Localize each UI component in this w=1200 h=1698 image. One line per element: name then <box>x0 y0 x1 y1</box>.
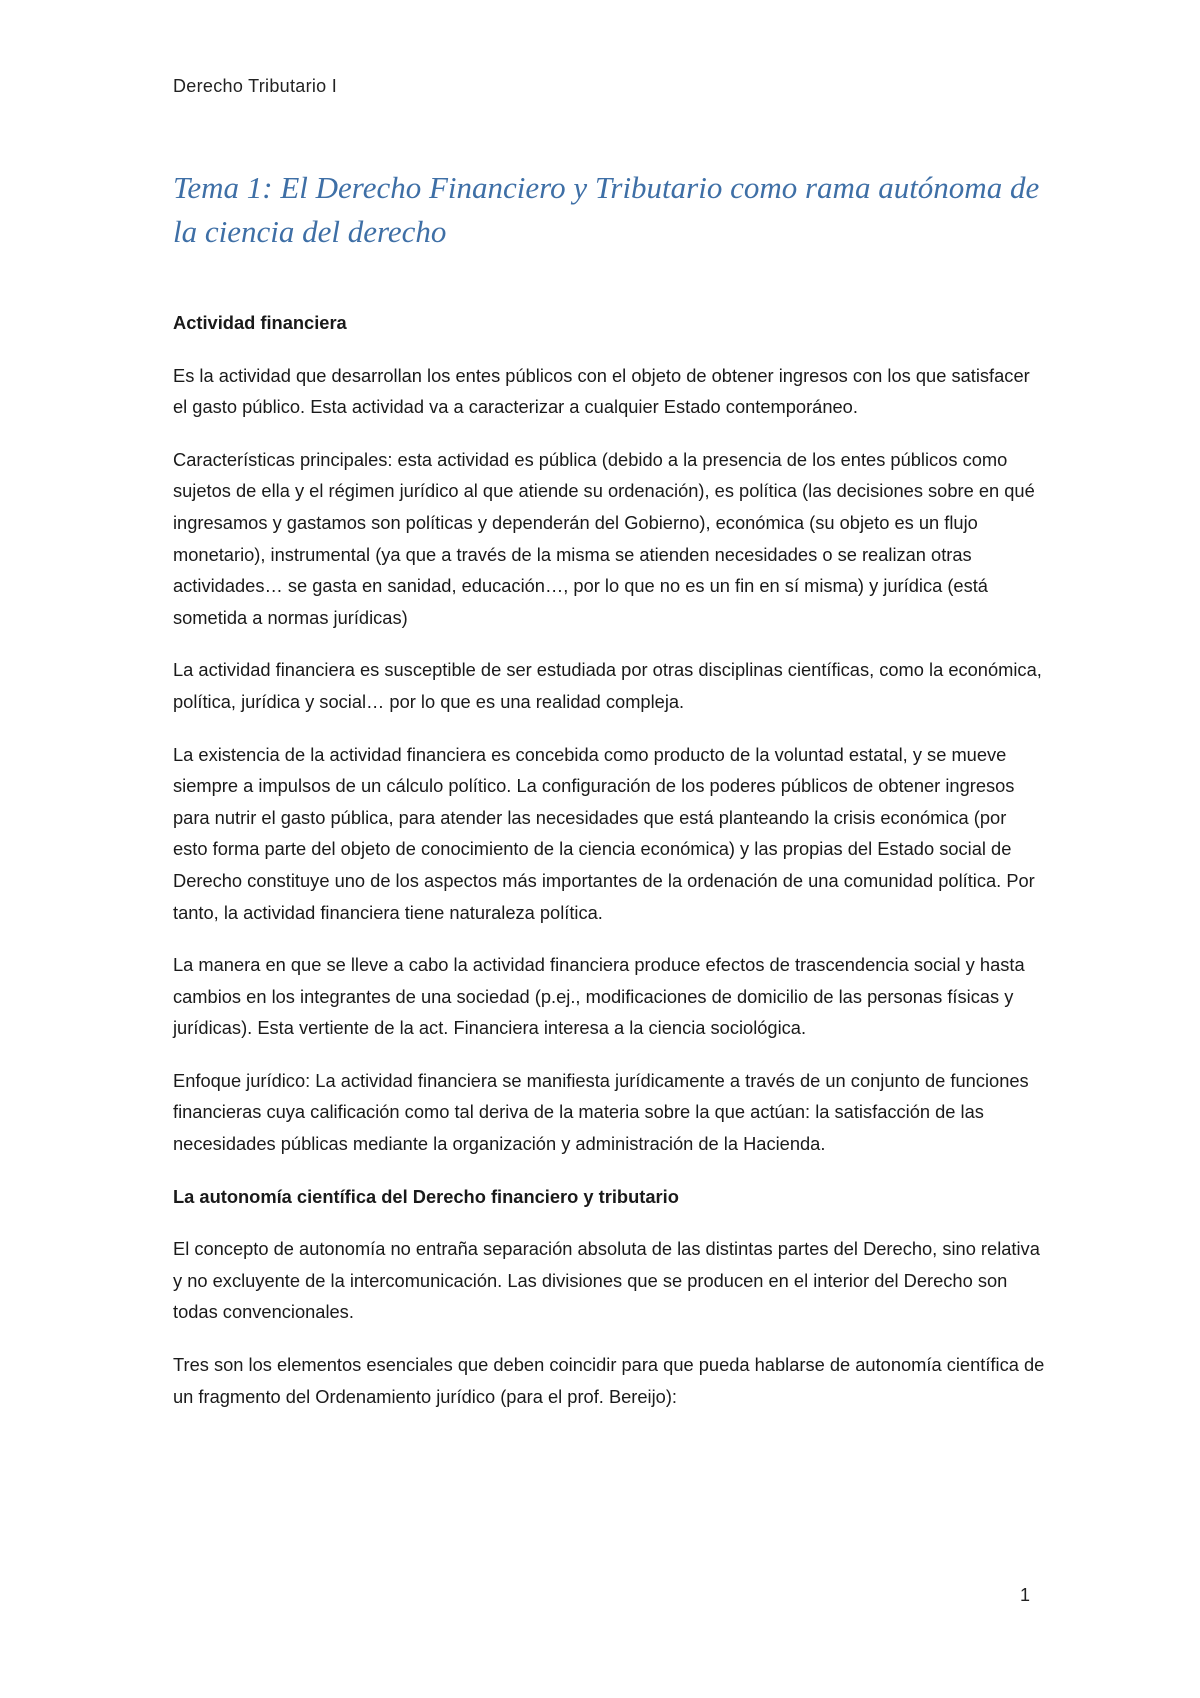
paragraph: La existencia de la actividad financiera es concebida como producto de la voluntad estatal, y se mueve siempre a impulsos de un cálculo político. La configuración de los poderes públicos de obtener ingresos para nutrir el gasto pública, para atender las necesidades que está planteando la crisis económica (por esto forma parte del objeto de conocimiento de la ciencia económica) y las propias del Estado social de Derecho constituye uno de los aspectos más importantes de la ordenación de una comunidad política. Por tanto, la actividad financiera tiene naturaleza política. <box>173 743 1035 923</box>
section-heading: Actividad financiera <box>173 312 347 333</box>
page-number: 1 <box>1019 1585 1030 1605</box>
running-header: Derecho Tributario I <box>173 76 338 96</box>
document-title: Tema 1: El Derecho Financiero y Tributario como rama autónoma de la ciencia del derecho <box>173 170 1040 249</box>
paragraph: La manera en que se lleve a cabo la actividad financiera produce efectos de trascendencia social y hasta cambios en los integrantes de una sociedad (p.ej., modificaciones de domicilio de las personas físicas y jurídicas). Esta vertiente de la act. Financiera interesa a la ciencia sociológica. <box>173 954 1025 1039</box>
paragraph: Características principales: esta actividad es pública (debido a la presencia de los entes públicos como sujetos de ella y el régimen jurídico al que atiende su ordenación), es política (las decisiones sobre en qué ingresamos y gastamos son políticas y dependerán del Gobierno), económica (su objeto es un flujo monetario), instrumental (ya que a través de la misma se atienden necesidades o se realizan otras actividades… se gasta en sanidad, educación…, por lo que no es un fin en sí misma) y jurídica (está sometida a normas jurídicas) <box>173 448 1035 628</box>
paragraph: La actividad financiera es susceptible de ser estudiada por otras disciplinas científicas, como la económica, política, jurídica y social… por lo que es una realidad compleja. <box>173 659 1042 712</box>
document-body <box>173 307 1045 1433</box>
paragraph: Tres son los elementos esenciales que deben coincidir para que pueda hablarse de autonomía científica de un fragmento del Ordenamiento jurídico (para el prof. Bereijo): <box>173 1354 1045 1407</box>
section-heading: La autonomía científica del Derecho financiero y tributario <box>173 1185 679 1207</box>
paragraph: El concepto de autonomía no entraña separación absoluta de las distintas partes del Derecho, sino relativa y no excluyente de la intercomunicación. Las divisiones que se producen en el interior del Derecho son todas convencionales. <box>173 1238 1040 1323</box>
paragraph: Es la actividad que desarrollan los entes públicos con el objeto de obtener ingresos con los que satisfacer el gasto público. Esta actividad va a caracterizar a cualquier Estado contemporáneo. <box>173 364 1030 418</box>
paragraph: Enfoque jurídico: La actividad financiera se manifiesta jurídicamente a través de un conjunto de funciones financieras cuya calificación como tal deriva de la materia sobre la que actúan: la satisfacción de las necesidades públicas mediante la organización y administración de la Hacienda. <box>173 1069 1029 1155</box>
